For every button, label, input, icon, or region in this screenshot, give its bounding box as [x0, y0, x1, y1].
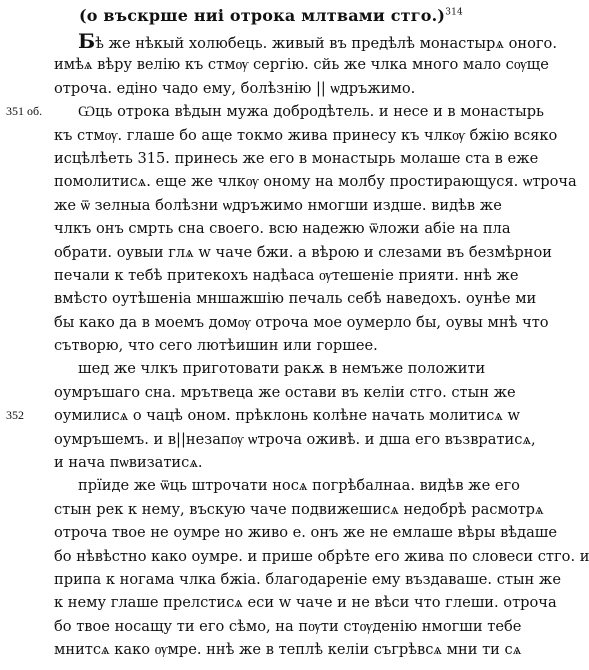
text-line: отроча. едіно чадо ему, болѣзнію || ѡдръжимо.: [54, 79, 416, 97]
text-line: отроча твое не оумре но живо е. онъ же не емлаше вѣры вѣдаше: [54, 524, 557, 542]
line-text: ѣ же нѣкый холюбець. живый въ предѣлѣ монастырѧ оного.: [95, 35, 557, 52]
text-line: вмѣсто оутѣшеніа мншажшію печаль себѣ наведохъ. оунѣе ми: [54, 290, 537, 308]
document-body: [54, 29, 589, 662]
text-line: же ѿ зелныа болѣзни ѡдръжимо нмогши издше. видѣв же: [54, 196, 502, 214]
text-line: [54, 29, 557, 53]
text-line: бо твое носащу ти его сѣмо, на пѹти стѹденію нмогши тебе: [54, 617, 522, 635]
text-line: къ стмѹ. глаше бо аще токмо жива принесу къ члкѹ бжію всяко: [54, 126, 558, 144]
text-line: и нача пѡвизатисѧ.: [54, 454, 203, 472]
text-line: оумръшемъ. и в||незапѹ ѡтроча оживѣ. и дша его възвратисѧ,: [54, 430, 536, 448]
text-line: Ѡць отрока вѣдын мужа добродѣтель. и несе и в монастырь: [78, 103, 545, 121]
text-line: обрати. оувыи глѧ w чаче бжи. а вѣрою и слезами въ безмѣрнои: [54, 243, 552, 261]
text-line: сътворю, что сего лютѣишин или горшее.: [54, 337, 378, 355]
text-line: члкъ онъ смрть сна своего. всю надежю ѿложи абіе на пла: [54, 220, 511, 238]
text-line: оумръшаго сна. мрътвеца же остави въ келіи стго. стын же: [54, 383, 516, 401]
title-text: (о въскрше ниі отрока млтвами стго.): [79, 6, 446, 25]
text-line: стын рек к нему, въскую чаче подвижешисѧ недобрѣ расмотрѧ: [54, 500, 544, 518]
text-line: шед же члкъ приготовати ракѫ в немъже положити: [78, 360, 486, 378]
folio-number: 352: [6, 408, 24, 423]
text-line: печали к тебѣ притекохъ надѣаса ѹтешеніе прияти. ннѣ же: [54, 266, 519, 284]
text-line: прїиде же ѿць штрочати носѧ погрѣбалнаа. видѣв же его: [78, 477, 520, 495]
text-line: имѣѧ вѣру велію къ стмѹ сергію. сйь же члка много мало сѹще: [54, 56, 549, 74]
text-line: оумилисѧ о чацѣ оном. прѣклонь колѣне начать молитисѧ w: [54, 407, 521, 425]
text-line: бы како да в моемъ домѹ отроча мое оумерло бы, оувы мнѣ что: [54, 313, 549, 331]
text-line: мнитсѧ како ѹмре. ннѣ же в теплѣ келіи съгрѣвсѧ мни ти сѧ: [54, 641, 522, 659]
text-line: припа к ногама члка бжіа. благодареніе ему въздаваше. стын же: [54, 570, 561, 588]
text-line: к нему глаше прелстисѧ еси w чаче и не вѣси что глеши. отроча: [54, 594, 557, 612]
folio-number: 351 об.: [6, 104, 43, 119]
text-line: бо нѣвѣстно како оумре. и прише обрѣте его жива по словеси стго. и: [54, 547, 589, 565]
initial-letter: Б: [78, 29, 96, 53]
footnote-ref: 314: [445, 7, 463, 18]
page-title: [0, 6, 542, 25]
text-line: помолитисѧ. еще же члкѹ оному на молбу простирающуся. ѡтроча: [54, 173, 577, 191]
text-line: исцѣлѣеть 315. принесь же его в монастырь молаше ста в еже: [54, 149, 539, 167]
